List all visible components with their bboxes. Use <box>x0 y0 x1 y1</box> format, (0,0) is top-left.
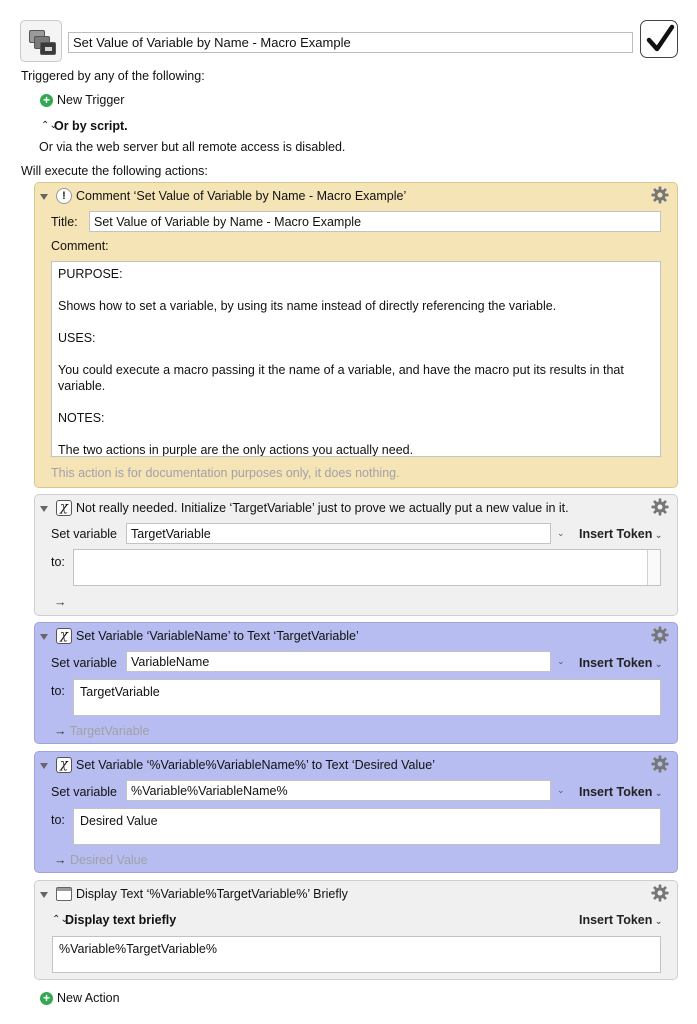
actions-heading: Will execute the following actions: <box>21 164 208 178</box>
to-text-field[interactable]: Desired Value <box>73 808 661 845</box>
checkmark-icon <box>644 23 676 55</box>
display-text-action[interactable] <box>34 880 678 980</box>
display-text-field[interactable]: %Variable%TargetVariable% <box>52 936 661 973</box>
insert-token-label: Insert Token <box>579 913 653 927</box>
up-down-chevron-icon: ⌃⌄ <box>52 914 69 925</box>
to-label: to: <box>51 684 65 698</box>
variable-name-field[interactable]: %Variable%VariableName% <box>126 780 551 801</box>
macro-name-field[interactable]: Set Value of Variable by Name - Macro Example <box>68 32 633 53</box>
chevron-down-icon: ⌄ <box>652 530 663 540</box>
chevron-down-icon: ⌄ <box>652 788 663 798</box>
to-label: to: <box>51 555 65 569</box>
result-arrow: → <box>54 595 67 609</box>
disclosure-triangle-icon[interactable] <box>40 506 48 512</box>
variable-name-field[interactable]: VariableName <box>126 651 551 672</box>
result-arrow <box>54 724 149 738</box>
arrow-glyph: → <box>54 853 67 867</box>
or-by-script-popup[interactable] <box>41 119 171 134</box>
disclosure-triangle-icon[interactable] <box>40 763 48 769</box>
action-title: Set Variable ‘VariableName’ to Text ‘TargetVariable’ <box>76 629 359 643</box>
insert-token-button[interactable] <box>579 656 662 670</box>
insert-token-button[interactable] <box>579 913 662 927</box>
set-variable-action-init[interactable] <box>34 494 678 616</box>
disclosure-triangle-icon[interactable] <box>40 194 48 200</box>
display-mode-label: Display text briefly <box>65 913 177 927</box>
macro-icon[interactable] <box>20 20 62 62</box>
insert-token-label: Insert Token <box>579 785 653 799</box>
insert-token-button[interactable] <box>579 785 662 799</box>
gear-icon[interactable] <box>651 626 669 644</box>
insert-token-button[interactable] <box>579 527 662 541</box>
new-trigger-button[interactable] <box>40 93 160 108</box>
chevron-down-icon: ⌄ <box>652 659 663 669</box>
insert-token-label: Insert Token <box>579 656 653 670</box>
gear-icon[interactable] <box>651 884 669 902</box>
set-variable-label: Set variable <box>51 785 118 799</box>
window-icon <box>40 42 56 55</box>
or-by-script-label: Or by script. <box>54 119 128 133</box>
action-title: Display Text ‘%Variable%TargetVariable%’ Briefly <box>76 887 348 901</box>
set-variable-label: Set variable <box>51 656 118 670</box>
comment-title-field[interactable]: Set Value of Variable by Name - Macro Example <box>89 211 661 232</box>
comment-label: Comment: <box>51 239 109 253</box>
insert-token-label: Insert Token <box>579 527 653 541</box>
comment-textarea[interactable]: PURPOSE: Shows how to set a variable, by using its name instead of directly referencing the variable. USES: You could execute a macro passing it the name of a variable, and have the macro put its results in that variable. NOTES: The two actions in purple are the only actions you actually need. <box>51 261 661 457</box>
result-value: Desired Value <box>69 853 148 867</box>
result-value: TargetVariable <box>69 724 150 738</box>
comment-footer: This action is for documentation purposes only, it does nothing. <box>51 466 400 480</box>
exclamation-icon: ! <box>56 188 72 204</box>
chevron-down-icon[interactable]: ⌄ <box>557 656 565 666</box>
title-label: Title: <box>51 215 78 229</box>
window-icon <box>56 887 72 901</box>
to-text-field[interactable]: TargetVariable <box>73 679 661 716</box>
gear-icon[interactable] <box>651 186 669 204</box>
arrow-glyph: → <box>54 724 67 738</box>
result-arrow <box>54 853 148 867</box>
new-trigger-label: New Trigger <box>57 93 125 107</box>
action-title: Not really needed. Initialize ‘TargetVariable’ just to prove we actually put a new value in it. <box>76 501 569 515</box>
variable-x-icon: χ <box>56 628 72 644</box>
variable-x-icon: χ <box>56 757 72 773</box>
to-text-field[interactable] <box>73 549 661 586</box>
chevron-down-icon[interactable]: ⌄ <box>557 528 565 538</box>
chevron-down-icon[interactable]: ⌄ <box>557 785 565 795</box>
variable-x-icon: χ <box>56 500 72 516</box>
new-action-button[interactable] <box>40 991 160 1006</box>
comment-action[interactable] <box>34 182 678 488</box>
chevron-down-icon: ⌄ <box>652 916 663 926</box>
up-down-chevron-icon: ⌃⌄ <box>41 120 58 131</box>
set-variable-action-indirect[interactable] <box>34 751 678 873</box>
disclosure-triangle-icon[interactable] <box>40 634 48 640</box>
action-title: Set Variable ‘%Variable%VariableName%’ to Text ‘Desired Value’ <box>76 758 435 772</box>
gear-icon[interactable] <box>651 498 669 516</box>
set-variable-action-name[interactable] <box>34 622 678 744</box>
scrollbar[interactable] <box>647 550 660 585</box>
action-title: Comment ‘Set Value of Variable by Name - Macro Example’ <box>76 189 407 203</box>
variable-name-field[interactable]: TargetVariable <box>126 523 551 544</box>
macro-enabled-checkbox[interactable] <box>640 20 678 58</box>
display-mode-popup[interactable] <box>52 913 202 928</box>
to-label: to: <box>51 813 65 827</box>
web-server-note: Or via the web server but all remote access is disabled. <box>39 140 346 154</box>
plus-circle-icon: + <box>40 992 53 1005</box>
plus-circle-icon: + <box>40 94 53 107</box>
disclosure-triangle-icon[interactable] <box>40 892 48 898</box>
set-variable-label: Set variable <box>51 527 118 541</box>
triggers-heading: Triggered by any of the following: <box>21 69 205 83</box>
gear-icon[interactable] <box>651 755 669 773</box>
new-action-label: New Action <box>57 991 120 1005</box>
